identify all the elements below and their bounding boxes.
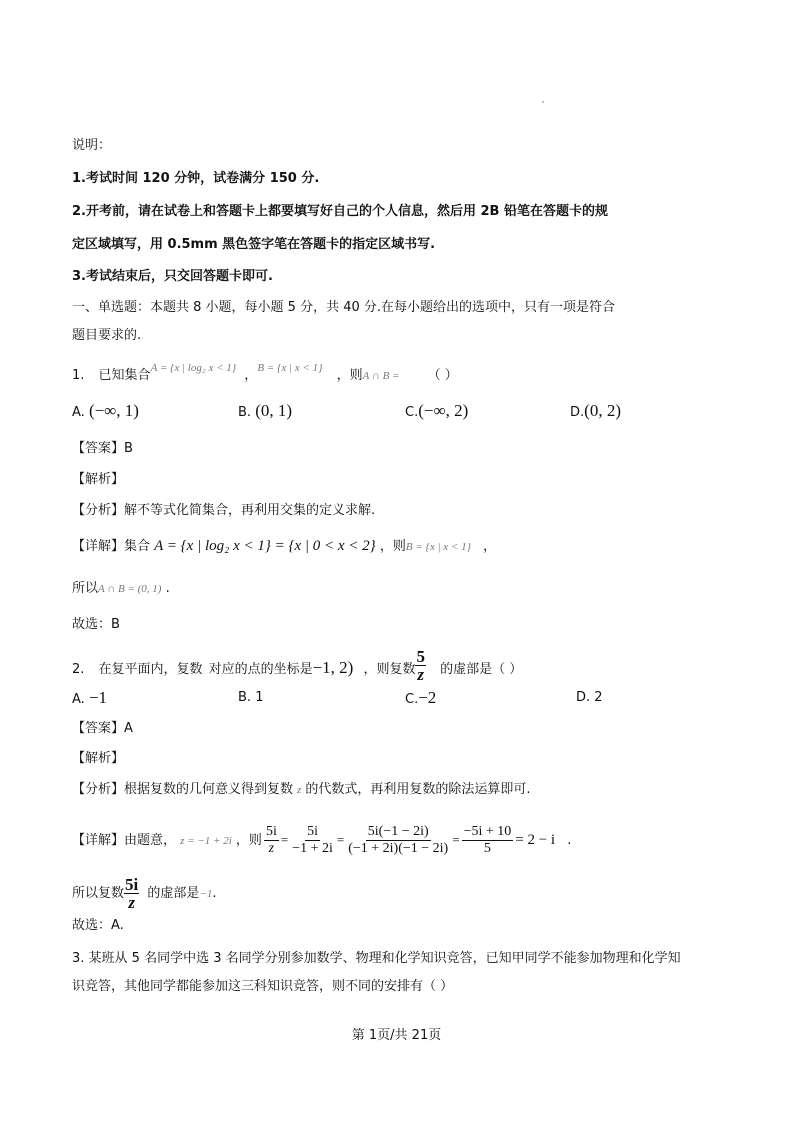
scan-dot [542, 101, 544, 103]
q1-answer [72, 440, 133, 458]
detail-text: 由题意， [124, 833, 177, 848]
question-3-line2: 识竞答，其他同学都能参加这三科知识竞答，则不同的安排有（ ） [72, 979, 454, 994]
option-label: C. [405, 692, 419, 707]
detail-text: ，则 [379, 539, 406, 554]
q1-fenxi [72, 502, 375, 520]
detail-text: ， [483, 539, 497, 554]
answer-tag: 【答案】 [72, 721, 125, 736]
option-value: (0, 1) [255, 401, 293, 420]
q2-option-a [72, 688, 107, 710]
fraction-denominator: z [417, 665, 425, 684]
q1-choose: 故选：B [72, 617, 120, 632]
so-text: . [165, 581, 170, 596]
fraction-5i-over-z [264, 824, 279, 857]
detail-result: = 2 − i [515, 832, 556, 848]
question-1-stem [72, 362, 458, 385]
note-3: 3.考试结束后，只交回答题卡即可. [72, 269, 273, 284]
option-label: B. [238, 690, 252, 705]
q2-so [72, 876, 216, 911]
stem-text: 对应的点的坐标是 [208, 662, 313, 677]
fraction-denominator: −1 + 2i [292, 841, 333, 856]
so-value: −1 [199, 888, 213, 900]
q1-option-c [405, 401, 468, 423]
option-label: D. [570, 405, 585, 420]
detail-text: ，则 [235, 833, 262, 848]
fraction-numerator: 5i(−1 − 2i) [367, 824, 429, 839]
option-value: 1 [255, 690, 264, 705]
option-label: A. [72, 692, 85, 707]
q1-analysis-tag: 【解析】 [72, 472, 125, 487]
set-b-formula: B = {x | x < 1} [257, 362, 323, 374]
fraction-denominator: z [268, 841, 275, 856]
q2-detail: 【详解】由题意， z = −1 + 2i ，则 $\frac{5i}{z}$ = $\frac{5i}{-1 + 2i}$ = $\frac{5i(-1 - 2i)}{(-1 + 2i)(-1 - 2i)}$ = $\frac{-5i + 10}{5}$ = 2 − i . [72, 824, 572, 856]
so-text: 所以 [72, 581, 99, 596]
answer-paren: （ ） [427, 368, 458, 383]
detail-formula-b: B = {x | x < 1} [405, 541, 471, 553]
section-heading-line1: 一、单选题：本题共 8 小题，每小题 5 分，共 40 分.在每小题给出的选项中，只有一项是符合 [72, 300, 616, 315]
detail-tag: 【详解】 [72, 833, 125, 848]
detail-text: 集合 [124, 539, 151, 554]
q2-choose: 故选：A. [72, 918, 124, 933]
option-label: A. [72, 405, 85, 420]
q1-detail [72, 537, 496, 556]
fraction-denominator: 5 [483, 841, 491, 856]
fraction-step-1 [290, 824, 335, 857]
q2-fenxi [72, 781, 530, 799]
notes-heading: 说明： [72, 138, 112, 153]
fraction-5-over-z [415, 648, 426, 683]
detail-text: . [567, 833, 572, 848]
fraction-5i-over-z [124, 876, 139, 911]
question-number: 1. [72, 368, 85, 383]
fraction-denominator: z [128, 893, 135, 912]
question-number: 2. [72, 662, 85, 677]
option-value: (−∞, 1) [88, 401, 139, 420]
set-a-formula: A = {x | log₂ x < 1} [150, 362, 237, 374]
fenxi-text: 根据复数的几何意义得到复数 [124, 782, 294, 797]
fenxi-text: 解不等式化简集合，再利用交集的定义求解. [124, 503, 376, 518]
note-2-line1: 2.开考前，请在试卷上和答题卡上都要填写好自己的个人信息，然后用 2B 铅笔在答题卡的规 [72, 204, 608, 219]
so-text: 所以复数 [72, 886, 125, 901]
fraction-numerator: 5i [265, 824, 277, 839]
q2-option-c [405, 688, 436, 710]
fraction-step-2 [346, 824, 450, 857]
fenxi-tag: 【分析】 [72, 503, 125, 518]
fraction-numerator: 5 [416, 647, 425, 666]
fenxi-z: z [297, 784, 302, 796]
answer-value: A [124, 721, 133, 736]
q1-so [72, 580, 170, 598]
fraction-denominator: (−1 + 2i)(−1 − 2i) [348, 841, 449, 856]
stem-text: 的虚部是（ ） [440, 662, 523, 677]
so-text: . [212, 886, 217, 901]
fenxi-text: 的代数式，再利用复数的除法运算即可. [305, 782, 531, 797]
option-value: (−∞, 2) [418, 401, 469, 420]
option-label: B. [238, 405, 252, 420]
option-value: (0, 2) [584, 401, 621, 420]
option-label: C. [405, 405, 419, 420]
option-value: −2 [418, 688, 437, 707]
q1-option-d [570, 401, 621, 423]
so-formula: A ∩ B = (0, 1) [98, 583, 162, 595]
note-2-line2: 定区域填写，用 0.5mm 黑色签字笔在答题卡的指定区域书写. [72, 237, 436, 252]
so-text: 的虚部是 [147, 886, 200, 901]
answer-tag: 【答案】 [72, 441, 125, 456]
option-value: 2 [594, 690, 603, 705]
page-footer: 第 1页/共 21页 [351, 1028, 442, 1043]
detail-z-formula: z = −1 + 2i [180, 835, 232, 847]
q2-option-d [576, 688, 603, 708]
q1-option-b [238, 401, 292, 423]
q2-option-b [238, 688, 263, 708]
fenxi-tag: 【分析】 [72, 782, 125, 797]
detail-formula: A = {x | log₂ x < 1} = {x | 0 < x < 2} [154, 538, 376, 554]
fraction-numerator: 5i [307, 824, 318, 839]
detail-tag: 【详解】 [72, 539, 125, 554]
question-2-stem [72, 647, 523, 687]
option-label: D. [576, 690, 591, 705]
answer-value: B [124, 441, 133, 456]
question-3-line1: 3. 某班从 5 名同学中选 3 名同学分别参加数学、物理和化学知识竞答，已知甲同学不能参加物理和化学知 [72, 951, 681, 966]
fraction-numerator: 5i [125, 875, 139, 894]
fraction-numerator: −5i + 10 [463, 824, 512, 839]
stem-text: 已知集合 [98, 368, 151, 383]
q1-option-a [72, 401, 139, 423]
stem-text: ，则复数 [363, 662, 416, 677]
option-value: −1 [88, 688, 108, 707]
q2-analysis-tag: 【解析】 [72, 751, 125, 766]
section-heading-line2: 题目要求的. [72, 328, 142, 343]
q2-answer [72, 720, 133, 738]
note-1: 1.考试时间 120 分钟，试卷满分 150 分. [72, 171, 320, 186]
fraction-step-3 [462, 824, 514, 857]
intersection-formula: A ∩ B = [362, 370, 400, 382]
stem-text: ，则 [336, 368, 363, 383]
point-formula: −1, 2) [312, 658, 354, 677]
stem-text: 在复平面内，复数 [98, 662, 203, 677]
stem-text: ， [244, 368, 258, 383]
